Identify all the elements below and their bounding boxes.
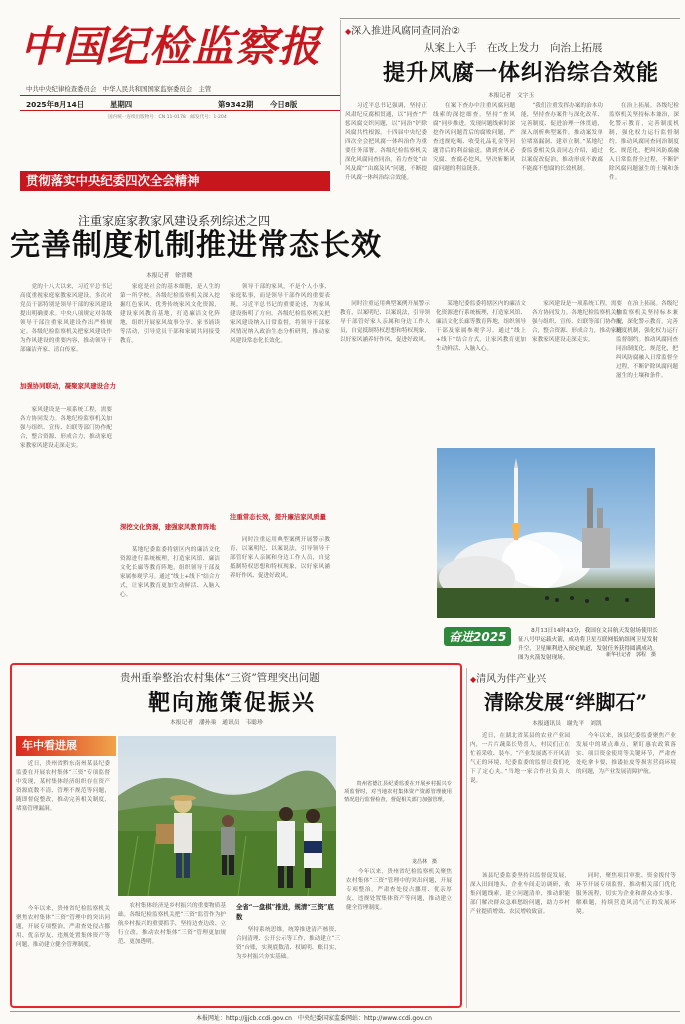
rural-section: 全省“一盘棋”推进，规清“三资”底数: [236, 903, 334, 921]
rural-headline: 靶向施策促振兴: [148, 690, 317, 716]
lead-col-6: 家风建设是一项系统工程，需要各方协同发力。各地纪检监察机关加强与组织、宣传、妇联等部门协作配合，整合资源、形成合力，推动家庭家教家风建设走深走实。: [532, 301, 622, 343]
rural-photo: [118, 736, 336, 896]
issue-pages: 今日8版: [270, 100, 298, 109]
topright-kicker: ◆深入推进风腐同查同治②: [345, 26, 461, 37]
rural-col-1b: 今年以来，贵州省纪检监察机关聚焦农村集体“三资”管理中的突出问题，开展专项整治，严肃查处侵占挪用、优亲厚友、违规处置集体资产等问题，推动建立健全管理制度。: [16, 906, 110, 948]
masthead-subtitle: 中共中央纪律检查委员会 中华人民共和国国家监察委员会 主管: [26, 85, 212, 93]
sideright-col-2b: 同时，聚焦项目审批、资金拨付等环节开展专项监督，推动相关部门优化服务流程，切实为企业和群众办实事、解难题，持续营造风清气正的发展环境。: [576, 873, 676, 915]
column-divider: [340, 20, 341, 165]
lead-section-2: 深挖文化资源，建强家风教育阵地: [120, 523, 216, 531]
sideright-col-2: 今年以来，该县纪委监委聚焦产业发展中的堵点难点，紧盯惠农政策落实、项目资金使用等关键环节，严肃查处吃拿卡要、推诿扯皮等损害营商环境的问题，为产业发展清障护航。: [576, 733, 676, 775]
sideright-byline: 本报通讯员 谢先平 刘凯: [532, 721, 602, 727]
lead-col-2b: 某地纪委监委将辖区内的廉洁文化资源进行系统梳理，打造家风馆、廉洁文化长廊等教育阵地，组织领导干部及家属参观学习。通过“线上+线下”结合方式，让家风教育更加生动鲜活、入脑入心。: [120, 547, 220, 598]
banner-label: 贯彻落实中央纪委四次全会精神: [26, 173, 200, 188]
topright-subhead: 从案上入手 在改上发力 向治上拓展: [424, 42, 603, 54]
masthead-title: 中国纪检监察报: [20, 22, 322, 71]
rural-photo-credit: 龙昌林 摄: [412, 859, 438, 865]
lead-section-3: 注重常态长效，提升廉洁家风质量: [230, 513, 326, 521]
lead-byline: 本报记者 徐晋晓: [146, 273, 193, 279]
topright-headline: 提升风腐一体纠治综合效能: [383, 60, 660, 86]
lead-col-7: 在治上拓展。各级纪检监察机关坚持标本兼治，深化警示教育，完善制度机制，强化权力运行监督制约。推动风腐同查同治制度化、规范化，把纠风防腐融入日常监督全过程，不断铲除风腐问题滋生的土壤和条件。: [616, 301, 678, 379]
rocket-photo: [437, 448, 655, 618]
sideright-col-1: 近日，在湖北省某县的农业产业园内，一片片蔬菜长势喜人，村民们正在忙着采收、装车。“产业发展离不开风清气正的环境，纪委监委的监督让我们吃下了定心丸。”当地一家合作社负责人说。: [470, 733, 570, 784]
topright-body-3: “我们注重发挥办案的治本功能，坚持查办案件与深化改革、完善制度、促进治理一体贯通，深入剖析典型案件，推动案发单位堵塞漏洞、建章立制。”某地纪委监委相关负责同志介绍，通过以案促改促治，推动形成不敢腐不能腐不想腐的长效机制。: [521, 103, 603, 172]
rural-photo-caption: 贵州省德江县纪委监委在开展乡村振兴专项监督时，对当地农村集体资产资源管理使用情况进行监督检查，督促相关部门加强管理。: [344, 781, 452, 803]
rice-field-illustration: [118, 736, 336, 896]
section-rule: [340, 18, 680, 19]
lead-col-5: 某地纪委监委将辖区内的廉洁文化资源进行系统梳理，打造家风馆、廉洁文化长廊等教育阵地，组织领导干部及家属参观学习。通过“线上+线下”结合方式，让家风教育更加生动鲜活、入脑入心。: [436, 301, 526, 352]
lead-section-1: 加强协同联动，凝聚家风建设合力: [20, 382, 116, 390]
rural-kicker: 贵州重拳整治农村集体“三资”管理突出问题: [120, 672, 320, 684]
masthead-rule: [20, 95, 340, 96]
topright-byline: 本报记者 文字玉: [488, 93, 535, 99]
rural-col-1: 近日，贵州省黔东南州某县纪委监委在开展农村集体“三资”专项监督中发现，某村集体经济组织存在资产资源底数不清、管理不规范等问题，随即督促整改，推动完善相关制度，堵塞管理漏洞。: [16, 761, 110, 812]
rural-tag-label: 年中看进展: [22, 739, 77, 752]
footer-text: 本报网址：http://jjjcb.ccdi.gov.cn 中央纪委国家监委网站：http://www.ccdi.gov.cn: [196, 1015, 432, 1022]
column-divider-2: [466, 668, 467, 1008]
lead-headline: 完善制度机制推进常态长效: [10, 228, 382, 263]
rural-col-3: 坚持系统思维，统筹推进清产核资、合同清理、公开公示等工作，推动建立“三资”台账，实现底数清、权属明、账目实，为乡村振兴夯实基础。: [236, 927, 340, 960]
issue-weekday: 星期四: [110, 100, 133, 109]
issue-number: 第9342期: [218, 100, 254, 109]
lead-col-3: 领导干部的家风，不是个人小事、家庭私事，而是领导干部作风的重要表现。习近平总书记的重要论述，为家风建设指明了方向。各级纪检监察机关把家风建设纳入日常监督，将领导干部家风情况纳入政治生态分析研判，推动家风建设常态化长效化。: [230, 284, 330, 344]
rural-col-4: 今年以来，贵州省纪检监察机关聚焦农村集体“三资”管理中的突出问题，开展专项整治，严肃查处侵占挪用、优亲厚友、违规处置集体资产等问题，推动建立健全管理制度。: [346, 869, 452, 911]
issue-date: 2025年8月14日: [26, 100, 85, 109]
sideright-headline: 清除发展“绊脚石”: [484, 690, 648, 714]
topright-body-4: 在治上拓展。各级纪检监察机关坚持标本兼治，深化警示教育，完善制度机制，强化权力运行监督制约。推动风腐同查同治制度化、规范化，把纠风防腐融入日常监督全过程，不断铲除风腐问题滋生的土壤和条件。: [609, 103, 679, 181]
footer-rule: [10, 1011, 680, 1012]
topright-body-1: 习近平总书记强调，坚持正风肃纪反腐相贯通，以“同查”严惩风腐交织问题，以“同治”铲除风腐共性根源。十四届中央纪委四次全会把风腐一体纠治作为重要任务部署。各级纪检监察机关深化风腐同查同治，着力查处“由风及腐”“由腐及风”问题，不断提升风腐一体纠治综合效能。: [345, 103, 427, 181]
masthead-rule-2: [20, 110, 340, 111]
lead-col-4: 同时注重运用典型案例开展警示教育，以案明纪、以案说法，引导领导干部管好家人亲属和身边工作人员，自觉抵制特权思想和特权现象，以好家风涵养好作风、促进好政风。: [340, 301, 430, 343]
sideright-kicker: ◆清风为伴产业兴: [470, 674, 547, 685]
rocket-photo-logo: 奋进2025: [444, 627, 511, 646]
lead-col-3b: 同时注重运用典型案例开展警示教育，以案明纪、以案说法，引导领导干部管好家人亲属和身边工作人员，自觉抵制特权思想和特权现象，以好家风涵养好作风、促进好政风。: [230, 537, 330, 579]
lead-col-1b: 家风建设是一项系统工程，需要各方协同发力。各地纪检监察机关加强与组织、宣传、妇联等部门协作配合，整合资源、形成合力，推动家庭家教家风建设走深走实。: [20, 407, 112, 449]
sideright-col-1b: 该县纪委监委坚持以监督促发展，深入田间地头、企业车间走访调研，收集问题线索，建立问题清单，推动职能部门解决群众急难愁盼问题，助力乡村产业提质增效、农民增收致富。: [470, 873, 570, 915]
rural-col-2: 农村集体经济是乡村振兴的重要物质基础。各级纪检监察机关把“三资”监管作为护航乡村振兴的重要抓手，坚持边查边改、立行立改，推动农村集体“三资”管理更加规范、更加透明。: [118, 903, 226, 945]
lead-kicker: 注重家庭家教家风建设系列综述之四: [78, 214, 271, 228]
publication-codes: 国内统一连续出版物号：CN 11-0178 邮发代号：1-204: [108, 115, 227, 120]
rocket-photo-caption: 8月13日14时43分，我国在文昌航天发射场使用长征八号甲运载火箭，成功将卫星互联网低轨组网卫星发射升空，卫星顺利进入预定轨道，发射任务获得圆满成功。图为火箭发射现场。: [518, 628, 658, 661]
rocket-photo-credit: 新华社记者 郭程 摄: [606, 652, 657, 658]
lead-col-1: 党的十八大以来，习近平总书记高度重视家庭家教家风建设，多次对党员干部特别是领导干部的家风建设提出明确要求。中央八项规定对各级领导干部注重家风建设作出严格规定。各级纪检监察机关把家风建设作为作风建设的重要内容，推动领导干部廉洁齐家、清白传家。: [20, 284, 112, 353]
rural-byline: 本报记者 潘孙巢 通讯员 韦聪珍: [170, 720, 263, 726]
lead-col-2: 家庭是社会的基本细胞，是人生的第一所学校。各级纪检监察机关深入挖掘红色家风、优秀传统家风文化资源，建设家风教育基地，打造廉洁文化阵地，组织开展家风故事分享、家书诵读等活动，引导党员干部和家属共同接受教育。: [120, 284, 220, 344]
rocket-launch-illustration: [437, 448, 655, 618]
topright-body-2: 在案下查办中注重风腐问题线索的深挖细查，坚持“查风腐”同步推进。发现问题线索时深挖作风问题背后的腐败问题，严查违规吃喝、收受礼品礼金等问题背后的利益输送，做到查风必究腐、查腐必挖风，坚决斩断风腐问题的利益链条。: [433, 103, 515, 172]
